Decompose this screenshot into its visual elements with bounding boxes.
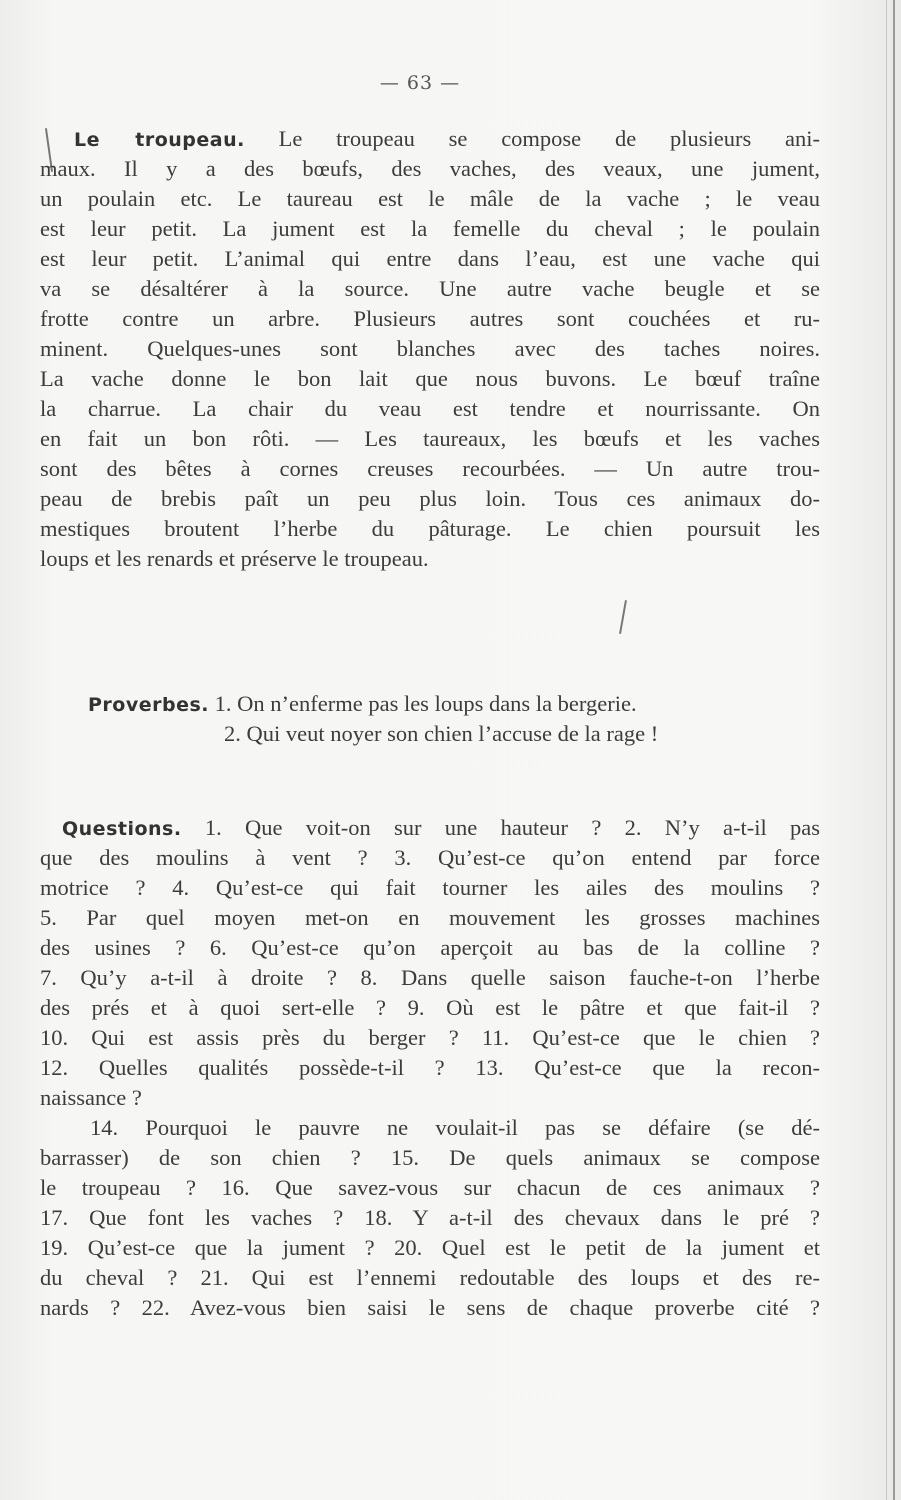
text-line: est leur petit. L’animal qui entre dans l’eau, est une vache qui bbox=[40, 246, 820, 271]
pencil-mark-end bbox=[619, 600, 627, 634]
text-line: peau de brebis paît un peu plus loin. Tous ces animaux do- bbox=[40, 486, 820, 511]
text-line: mestiques broutent l’herbe du pâturage. Le chien poursuit les bbox=[40, 516, 820, 541]
text-line: motrice ? 4. Qu’est-ce qui fait tourner les ailes des moulins ? bbox=[40, 875, 820, 900]
text-line: Questions. 1. Que voit-on sur une hauteur ? 2. N’y a-t-il pas bbox=[62, 815, 820, 840]
page-edge bbox=[893, 0, 895, 1500]
text-line: barrasser) de son chien ? 15. De quels animaux se compose bbox=[40, 1145, 820, 1170]
text-line: nards ? 22. Avez-vous bien saisi le sens de chaque proverbe cité ? bbox=[40, 1295, 820, 1320]
text-line: va se désaltérer à la source. Une autre vache beugle et se bbox=[40, 276, 820, 301]
troupeau-paragraph bbox=[40, 124, 820, 574]
text-line: Le troupeau. Le troupeau se compose de plusieurs ani- bbox=[74, 126, 820, 151]
text-line: en fait un bon rôti. — Les taureaux, les bœufs et les vaches bbox=[40, 426, 820, 451]
text-line: du cheval ? 21. Qui est l’ennemi redoutable des loups et des re- bbox=[40, 1265, 820, 1290]
text-line: minent. Quelques-unes sont blanches avec des taches noires. bbox=[40, 336, 820, 361]
text-line: 10. Qui est assis près du berger ? 11. Qu’est-ce que le chien ? bbox=[40, 1025, 820, 1050]
page-number: — 63 — bbox=[379, 72, 461, 94]
text-line: un poulain etc. Le taureau est le mâle de la vache ; le veau bbox=[40, 186, 820, 211]
text-line: la charrue. La chair du veau est tendre et nourrissante. On bbox=[40, 396, 820, 421]
section-label-questions: Questions. bbox=[62, 818, 182, 840]
text-line: frotte contre un arbre. Plusieurs autres sont couchées et ru- bbox=[40, 306, 820, 331]
text-line: 5. Par quel moyen met-on en mouvement les grosses machines bbox=[40, 905, 820, 930]
text-line: est leur petit. La jument est la femelle du cheval ; le poulain bbox=[40, 216, 820, 241]
proverb-line-2: 2. Qui veut noyer son chien l’accuse de la rage ! bbox=[224, 721, 659, 746]
section-label-proverbes: Proverbes. bbox=[88, 694, 210, 716]
text-line: naissance ? bbox=[40, 1085, 142, 1110]
page-edge-shadow bbox=[886, 0, 887, 1500]
text-line: 19. Qu’est-ce que la jument ? 20. Quel est le petit de la jument et bbox=[40, 1235, 820, 1260]
proverbes-section bbox=[88, 689, 808, 749]
text-line: 7. Qu’y a-t-il à droite ? 8. Dans quelle saison fauche-t-on l’herbe bbox=[40, 965, 820, 990]
text-line: loups et les renards et préserve le troupeau. bbox=[40, 546, 429, 571]
proverb-line-1: Proverbes. 1. On n’enferme pas les loups dans la bergerie. bbox=[88, 691, 637, 716]
text-line: des usines ? 6. Qu’est-ce qu’on aperçoit au bas de la colline ? bbox=[40, 935, 820, 960]
text-line: 14. Pourquoi le pauvre ne voulait-il pas se défaire (se dé- bbox=[90, 1115, 820, 1140]
text-line: sont des bêtes à cornes creuses recourbées. — Un autre trou- bbox=[40, 456, 820, 481]
text-line: des prés et à quoi sert-elle ? 9. Où est le pâtre et que fait-il ? bbox=[40, 995, 820, 1020]
text-line: 17. Que font les vaches ? 18. Y a-t-il des chevaux dans le pré ? bbox=[40, 1205, 820, 1230]
section-label-troupeau: Le troupeau. bbox=[74, 129, 245, 151]
text-line: La vache donne le bon lait que nous buvons. Le bœuf traîne bbox=[40, 366, 820, 391]
text-line: que des moulins à vent ? 3. Qu’est-ce qu’on entend par force bbox=[40, 845, 820, 870]
text-line: le troupeau ? 16. Que savez-vous sur chacun de ces animaux ? bbox=[40, 1175, 820, 1200]
text-line: maux. Il y a des bœufs, des vaches, des veaux, une jument, bbox=[40, 156, 820, 181]
text-line: 12. Quelles qualités possède-t-il ? 13. Qu’est-ce que la recon- bbox=[40, 1055, 820, 1080]
questions-section bbox=[40, 813, 820, 1323]
